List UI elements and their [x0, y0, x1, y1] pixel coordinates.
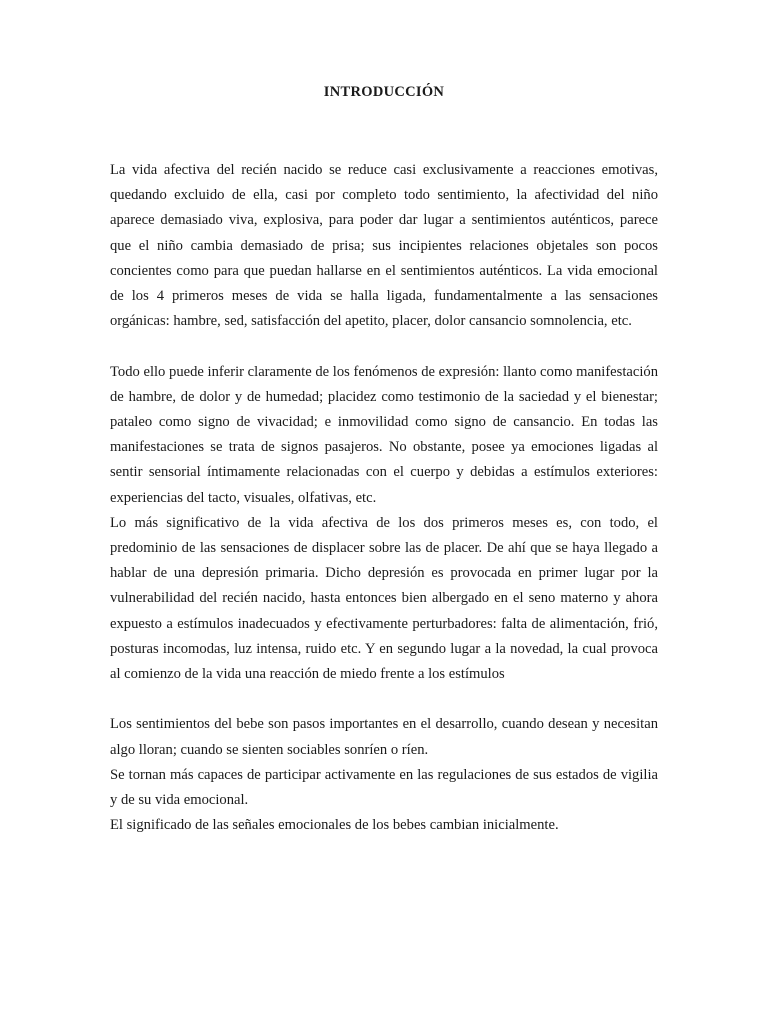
paragraph-5: Se tornan más capaces de participar activamente en las regulaciones de sus estados de vigilia y de su vida emocional. [110, 766, 658, 809]
paragraph-6: El significado de las señales emocionales de los bebes cambian inicialmente. [110, 817, 559, 834]
paragraph-spacer [110, 687, 658, 712]
document-body [110, 158, 658, 838]
paragraph-3: Lo más significativo de la vida afectiva de los dos primeros meses es, con todo, el predominio de las sensaciones de displacer sobre las de placer. De ahí que se haya llegado a hablar de una depresión primaria. Dicho depresión es provocada en primer lugar por la vulnerabilidad del recién nacido, hasta entonces bien albergado en el seno materno y ahora expuesto a estímulos inadecuados y efectivamente perturbadores: falta de alimentación, frió, posturas incomodas, luz intensa, ruido etc. Y en segundo lugar a la novedad, la cual provoca al comienzo de la vida una reacción de miedo frente a los estímulos [110, 514, 658, 683]
paragraph-2: Todo ello puede inferir claramente de los fenómenos de expresión: llanto como manifestación de hambre, de dolor y de humedad; placidez como testimonio de la saciedad y el bienestar; pataleo como signo de vivacidad; e inmovilidad como signo de cansancio. En todas las manifestaciones se trata de signos pasajeros. No obstante, posee ya emociones ligadas al sentir sensorial íntimamente relacionadas con el cuerpo y debidas a estímulos exteriores: experiencias del tacto, visuales, olfativas, etc. [110, 363, 658, 506]
document-title: INTRODUCCIÓN [323, 84, 445, 100]
paragraph-4: Los sentimientos del bebe son pasos importantes en el desarrollo, cuando desean y necesitan algo lloran; cuando se sienten sociables sonríen o ríen. [110, 716, 658, 758]
paragraph-spacer [110, 334, 658, 359]
paragraph-1: La vida afectiva del recién nacido se reduce casi exclusivamente a reacciones emotivas, quedando excluido de ella, casi por completo todo sentimiento, la afectividad del niño aparece demasiado viva, explosiva, para poder dar lugar a sentimientos auténticos, parece que el niño cambia demasiado de prisa; sus incipientes relaciones objetales son pocos concientes como para que puedan hallarse en el sentimientos auténticos. La vida emocional de los 4 primeros meses de vida se halla ligada, fundamentalmente a las sensaciones orgánicas: hambre, sed, satisfacción del apetito, placer, dolor cansancio somnolencia, etc. [110, 162, 658, 330]
